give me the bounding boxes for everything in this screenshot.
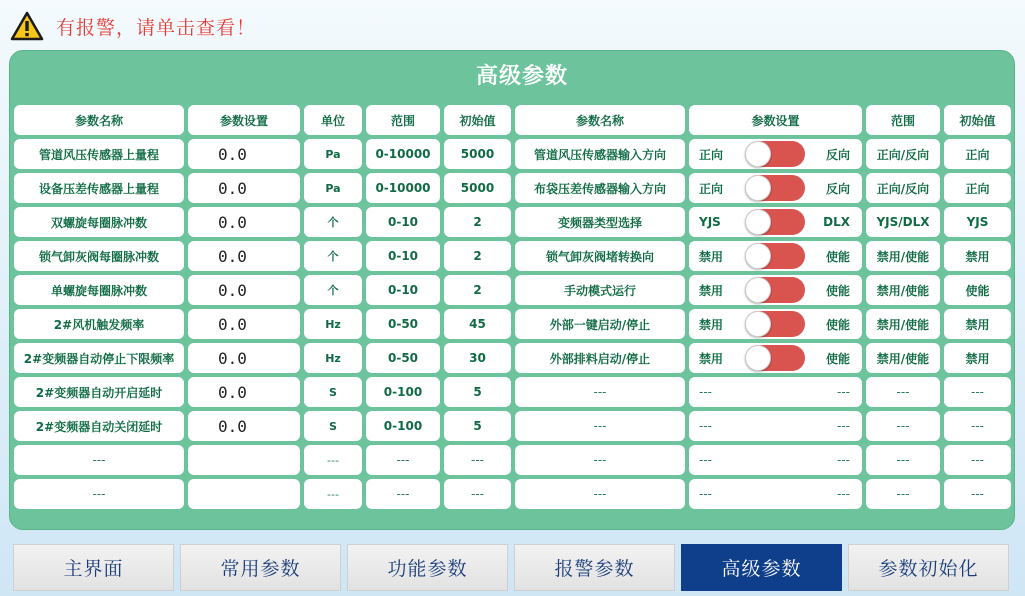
param-setting	[689, 445, 862, 475]
param-range: 禁用/使能	[866, 241, 940, 271]
param-init: 5000	[444, 139, 511, 169]
param-range: ---	[866, 479, 940, 509]
param-init: 禁用	[944, 241, 1011, 271]
param-range: 0-100	[366, 377, 440, 407]
param-init: 30	[444, 343, 511, 373]
header-cell: 初始值	[444, 105, 511, 135]
nav-button[interactable]: 参数初始化	[848, 544, 1009, 591]
param-range: ---	[866, 377, 940, 407]
param-name: 锁气卸灰阀堵转换向	[515, 241, 685, 271]
param-range: ---	[366, 479, 440, 509]
nav-button[interactable]: 高级参数	[681, 544, 842, 591]
setting-option-left: ---	[699, 487, 712, 501]
header-cell: 参数设置	[689, 105, 862, 135]
param-name: ---	[515, 411, 685, 441]
param-range: 0-100	[366, 411, 440, 441]
panel-title	[10, 51, 1014, 97]
toggle-switch[interactable]	[745, 209, 805, 235]
param-init: ---	[444, 479, 511, 509]
param-range: 0-10	[366, 275, 440, 305]
alarm-text[interactable]: 有报警，请单击查看！	[56, 16, 257, 39]
param-name: 布袋压差传感器输入方向	[515, 173, 685, 203]
param-name: 外部排料启动/停止	[515, 343, 685, 373]
param-value-input[interactable]: 0.0	[188, 343, 300, 373]
param-name: 单螺旋每圈脉冲数	[14, 275, 184, 305]
param-setting	[689, 275, 862, 305]
param-init: ---	[944, 479, 1011, 509]
param-range: 0-10000	[366, 139, 440, 169]
setting-option-left: 正向	[699, 181, 724, 196]
toggle-switch[interactable]	[745, 345, 805, 371]
param-value-input[interactable]: 0.0	[188, 309, 300, 339]
toggle-knob	[745, 345, 771, 371]
param-range: 正向/反向	[866, 173, 940, 203]
param-init: 2	[444, 241, 511, 271]
setting-option-right: ---	[837, 453, 850, 467]
param-name: ---	[14, 445, 184, 475]
nav-button[interactable]: 主界面	[13, 544, 174, 591]
param-name: 2#变频器自动开启延时	[14, 377, 184, 407]
toggle-knob	[745, 311, 771, 337]
setting-option-right: DLX	[823, 215, 850, 229]
param-setting	[689, 377, 862, 407]
toggle-knob	[745, 243, 771, 269]
setting-option-left: ---	[699, 419, 712, 433]
param-range: 禁用/使能	[866, 309, 940, 339]
setting-option-right: 反向	[825, 181, 850, 196]
toggle-switch[interactable]	[745, 277, 805, 303]
param-value-input[interactable]: 0.0	[188, 173, 300, 203]
param-value-input[interactable]: 0.0	[188, 241, 300, 271]
setting-option-left: 禁用	[699, 351, 724, 366]
param-name: 管道风压传感器上量程	[14, 139, 184, 169]
setting-option-right: ---	[837, 487, 850, 501]
param-init: ---	[944, 377, 1011, 407]
param-init: 禁用	[944, 343, 1011, 373]
setting-option-left: 正向	[699, 147, 724, 162]
warning-triangle-icon	[10, 11, 44, 41]
param-init: 5	[444, 411, 511, 441]
param-setting	[689, 411, 862, 441]
nav-button[interactable]: 常用参数	[180, 544, 341, 591]
param-init: 正向	[944, 139, 1011, 169]
toggle-switch[interactable]	[745, 141, 805, 167]
setting-option-right: 反向	[825, 147, 850, 162]
nav-button[interactable]: 功能参数	[347, 544, 508, 591]
setting-option-right: 使能	[825, 351, 850, 366]
param-unit: ---	[304, 445, 362, 475]
param-name: 管道风压传感器输入方向	[515, 139, 685, 169]
alarm-banner[interactable]	[10, 8, 256, 44]
param-unit: S	[304, 411, 362, 441]
param-unit: 个	[304, 275, 362, 305]
panel-title-text: 高级参数	[475, 63, 568, 89]
param-init: 45	[444, 309, 511, 339]
param-setting	[689, 139, 862, 169]
param-init: ---	[944, 445, 1011, 475]
setting-option-left: ---	[699, 385, 712, 399]
param-name: 2#风机触发频率	[14, 309, 184, 339]
param-name: 锁气卸灰阀每圈脉冲数	[14, 241, 184, 271]
param-unit: S	[304, 377, 362, 407]
param-range: ---	[866, 445, 940, 475]
setting-option-left: ---	[699, 453, 712, 467]
header-cell: 参数名称	[14, 105, 184, 135]
param-unit: Hz	[304, 343, 362, 373]
setting-option-left: 禁用	[699, 283, 724, 298]
param-range: 0-10	[366, 241, 440, 271]
toggle-switch[interactable]	[745, 243, 805, 269]
header-cell: 参数设置	[188, 105, 300, 135]
param-setting	[689, 479, 862, 509]
param-init: YJS	[944, 207, 1011, 237]
toggle-switch[interactable]	[745, 311, 805, 337]
advanced-params-panel	[9, 50, 1015, 530]
param-value-input[interactable]: 0.0	[188, 207, 300, 237]
toggle-knob	[745, 209, 771, 235]
setting-option-right: ---	[837, 385, 850, 399]
param-init: 正向	[944, 173, 1011, 203]
setting-option-right: 使能	[825, 283, 850, 298]
toggle-knob	[745, 141, 771, 167]
param-name: 外部一键启动/停止	[515, 309, 685, 339]
toggle-knob	[745, 175, 771, 201]
param-name: ---	[14, 479, 184, 509]
param-name: ---	[515, 445, 685, 475]
setting-option-left: 禁用	[699, 317, 724, 332]
param-unit: ---	[304, 479, 362, 509]
param-init: 2	[444, 275, 511, 305]
param-setting	[689, 207, 862, 237]
param-name: 手动模式运行	[515, 275, 685, 305]
param-setting	[689, 309, 862, 339]
param-value-input[interactable]: 0.0	[188, 411, 300, 441]
param-range: 0-10000	[366, 173, 440, 203]
param-name: ---	[515, 377, 685, 407]
param-init: 使能	[944, 275, 1011, 305]
param-value-input[interactable]	[188, 479, 300, 509]
nav-button[interactable]: 报警参数	[514, 544, 675, 591]
param-range: 禁用/使能	[866, 275, 940, 305]
param-range: 0-10	[366, 207, 440, 237]
param-setting	[689, 173, 862, 203]
param-name: 变频器类型选择	[515, 207, 685, 237]
param-init: ---	[444, 445, 511, 475]
param-name: 2#变频器自动停止下限频率	[14, 343, 184, 373]
param-init: 5	[444, 377, 511, 407]
param-range: 0-50	[366, 343, 440, 373]
param-init: 2	[444, 207, 511, 237]
setting-option-left: 禁用	[699, 249, 724, 264]
param-init: ---	[944, 411, 1011, 441]
param-value-input[interactable]: 0.0	[188, 377, 300, 407]
param-name: 双螺旋每圈脉冲数	[14, 207, 184, 237]
header-cell: 参数名称	[515, 105, 685, 135]
setting-option-right: ---	[837, 419, 850, 433]
toggle-knob	[745, 277, 771, 303]
param-unit: 个	[304, 207, 362, 237]
setting-option-left: YJS	[699, 215, 721, 229]
param-name: 2#变频器自动关闭延时	[14, 411, 184, 441]
param-range: 0-50	[366, 309, 440, 339]
param-setting	[689, 241, 862, 271]
param-setting	[689, 343, 862, 373]
param-value-input[interactable]: 0.0	[188, 275, 300, 305]
param-value-input[interactable]: 0.0	[188, 139, 300, 169]
param-unit: Pa	[304, 173, 362, 203]
param-unit: Hz	[304, 309, 362, 339]
param-range: ---	[366, 445, 440, 475]
param-unit: Pa	[304, 139, 362, 169]
setting-option-right: 使能	[825, 249, 850, 264]
param-value-input[interactable]	[188, 445, 300, 475]
param-range: 正向/反向	[866, 139, 940, 169]
param-name: ---	[515, 479, 685, 509]
param-range: ---	[866, 411, 940, 441]
param-range: YJS/DLX	[866, 207, 940, 237]
header-cell: 范围	[366, 105, 440, 135]
param-unit: 个	[304, 241, 362, 271]
setting-option-right: 使能	[825, 317, 850, 332]
param-name: 设备压差传感器上量程	[14, 173, 184, 203]
header-cell: 初始值	[944, 105, 1011, 135]
param-init: 禁用	[944, 309, 1011, 339]
toggle-switch[interactable]	[745, 175, 805, 201]
header-cell: 单位	[304, 105, 362, 135]
header-cell: 范围	[866, 105, 940, 135]
param-range: 禁用/使能	[866, 343, 940, 373]
param-init: 5000	[444, 173, 511, 203]
